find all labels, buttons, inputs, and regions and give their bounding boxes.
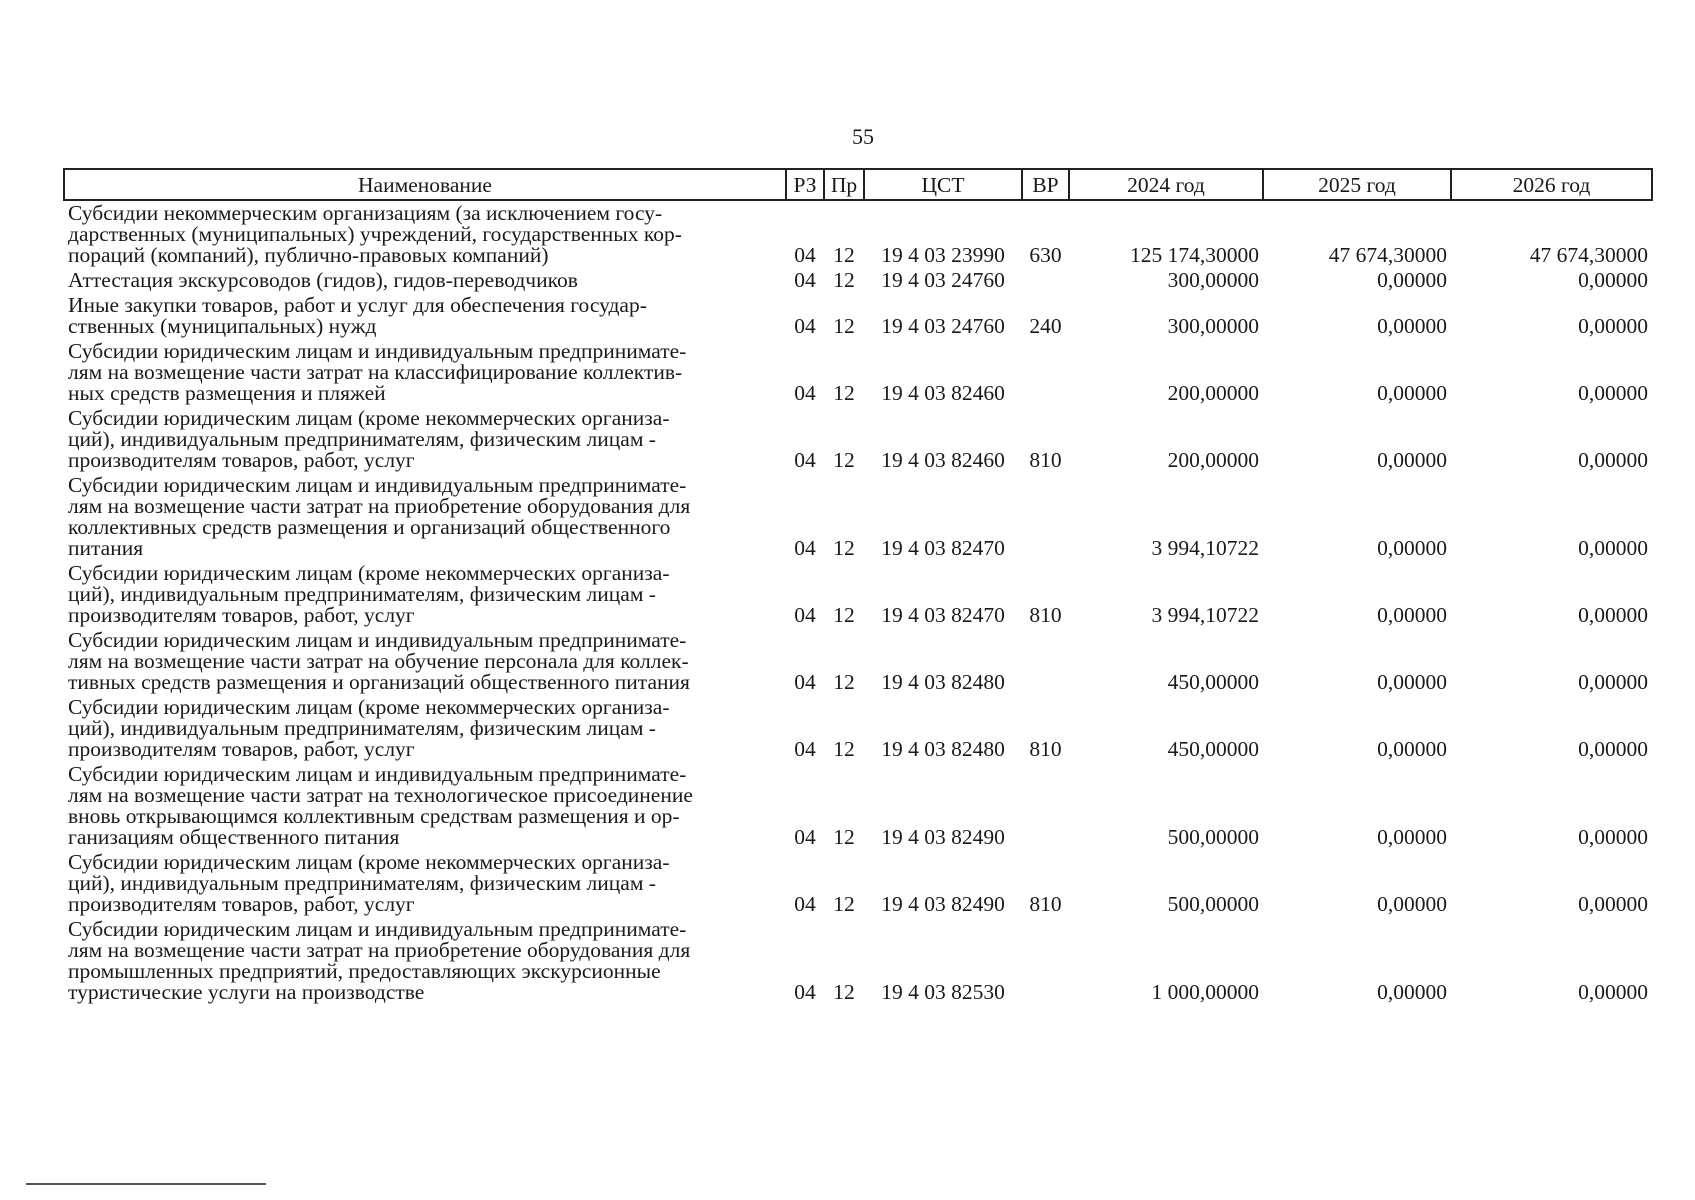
row-vr: 810 [1029,737,1062,761]
row-name: Иные закупки товаров, работ и услуг для обеспечения государ- ственных (муниципальных) нужд [68,293,647,338]
budget-table [63,168,1653,1005]
row-amount-2025: 0,00000 [1377,980,1447,1004]
row-vr: 810 [1029,892,1062,916]
row-amount-2026: 0,00000 [1578,381,1648,405]
row-vr [1022,628,1069,695]
row-vr [1022,473,1069,561]
row-amount-2024: 450,00000 [1167,737,1259,761]
row-pr: 12 [833,892,855,916]
row-pr: 12 [833,670,855,694]
row-pr: 12 [833,314,855,338]
row-amount-2024: 450,00000 [1167,670,1259,694]
row-name: Аттестация экскурсоводов (гидов), гидов-переводчиков [68,268,578,292]
row-cst: 19 4 03 82530 [881,980,1005,1004]
table-row [64,628,1652,695]
header-2026: 2026 год [1451,169,1652,200]
row-amount-2024: 1 000,00000 [1151,980,1259,1004]
row-amount-2025: 0,00000 [1377,381,1447,405]
row-vr [1022,339,1069,406]
row-amount-2026: 0,00000 [1578,825,1648,849]
row-amount-2026: 0,00000 [1578,670,1648,694]
row-vr: 240 [1029,314,1062,338]
row-amount-2024: 300,00000 [1167,314,1259,338]
row-amount-2025: 0,00000 [1377,603,1447,627]
row-pr: 12 [833,825,855,849]
row-vr [1022,762,1069,850]
row-cst: 19 4 03 82470 [881,536,1005,560]
header-rz: РЗ [786,169,824,200]
row-amount-2025: 47 674,30000 [1328,243,1447,267]
row-amount-2025: 0,00000 [1377,825,1447,849]
row-name: Субсидии юридическим лицам и индивидуальным предпринимате- лям на возмещение части затрат на технологическое присоединение вновь открывающимся коллективным средствам размещения и ор- ганизациям общественного питания [68,762,693,849]
row-amount-2024: 3 994,10722 [1151,536,1259,560]
row-amount-2024: 125 174,30000 [1130,243,1259,267]
row-amount-2026: 0,00000 [1578,268,1648,292]
row-name: Субсидии юридическим лицам (кроме некоммерческих организа- ций), индивидуальным предпринимателям, физическим лицам - производителям товаров, работ, услуг [68,850,670,916]
row-vr: 630 [1029,243,1062,267]
row-vr: 810 [1029,448,1062,472]
row-amount-2025: 0,00000 [1377,314,1447,338]
header-vr: ВР [1022,169,1069,200]
row-cst: 19 4 03 82470 [881,603,1005,627]
row-vr: 810 [1029,603,1062,627]
row-pr: 12 [833,448,855,472]
row-amount-2024: 300,00000 [1167,268,1259,292]
row-cst: 19 4 03 82490 [881,892,1005,916]
row-pr: 12 [833,536,855,560]
row-vr [1022,268,1069,293]
row-amount-2026: 47 674,30000 [1529,243,1648,267]
row-cst: 19 4 03 82460 [881,448,1005,472]
row-rz: 04 [794,381,816,405]
table-row [64,200,1652,268]
row-amount-2025: 0,00000 [1377,536,1447,560]
row-amount-2026: 0,00000 [1578,603,1648,627]
table-body [64,200,1652,1005]
row-cst: 19 4 03 82490 [881,825,1005,849]
row-amount-2026: 0,00000 [1578,892,1648,916]
header-name: Наименование [64,169,786,200]
row-cst: 19 4 03 82480 [881,670,1005,694]
row-amount-2026: 0,00000 [1578,737,1648,761]
row-pr: 12 [833,737,855,761]
row-amount-2025: 0,00000 [1377,892,1447,916]
table-row [64,850,1652,917]
row-cst: 19 4 03 82460 [881,381,1005,405]
table-row [64,339,1652,406]
row-name: Субсидии юридическим лицам (кроме некоммерческих организа- ций), индивидуальным предпринимателям, физическим лицам - производителям товаров, работ, услуг [68,406,670,472]
header-cst: ЦСТ [864,169,1022,200]
page-number: 55 [852,124,874,149]
header-row [64,169,1652,200]
row-name: Субсидии юридическим лицам и индивидуальным предпринимате- лям на возмещение части затрат на обучение персонала для коллек- тивных средств размещения и организаций общественного питания [68,628,690,694]
row-amount-2026: 0,00000 [1578,536,1648,560]
table-row [64,406,1652,473]
row-rz: 04 [794,536,816,560]
row-vr [1022,917,1069,1005]
table-row [64,917,1652,1005]
row-pr: 12 [833,243,855,267]
row-rz: 04 [794,892,816,916]
row-amount-2024: 500,00000 [1167,892,1259,916]
row-pr: 12 [833,268,855,292]
table-header [64,169,1652,200]
table-row [64,473,1652,561]
row-amount-2026: 0,00000 [1578,980,1648,1004]
row-rz: 04 [794,314,816,338]
row-amount-2024: 200,00000 [1167,381,1259,405]
table-row [64,268,1652,293]
row-rz: 04 [794,737,816,761]
row-name: Субсидии юридическим лицам и индивидуальным предпринимате- лям на возмещение части затрат на классифицирование коллектив- ных средств размещения и пляжей [68,339,687,405]
row-rz: 04 [794,603,816,627]
row-pr: 12 [833,603,855,627]
row-amount-2026: 0,00000 [1578,448,1648,472]
header-2025: 2025 год [1263,169,1451,200]
row-name: Субсидии юридическим лицам (кроме некоммерческих организа- ций), индивидуальным предпринимателям, физическим лицам - производителям товаров, работ, услуг [68,561,670,627]
table-row [64,695,1652,762]
row-amount-2025: 0,00000 [1377,670,1447,694]
table-row [64,762,1652,850]
row-name: Субсидии некоммерческим организациям (за исключением госу- дарственных (муниципальных) учреждений, государственных кор- пораций (компаний), публично-правовых компаний) [68,201,682,267]
row-amount-2024: 200,00000 [1167,448,1259,472]
row-amount-2024: 3 994,10722 [1151,603,1259,627]
row-amount-2025: 0,00000 [1377,448,1447,472]
table-row [64,293,1652,339]
footer-rule [26,1183,266,1185]
row-amount-2024: 500,00000 [1167,825,1259,849]
row-amount-2025: 0,00000 [1377,737,1447,761]
row-cst: 19 4 03 82480 [881,737,1005,761]
row-rz: 04 [794,670,816,694]
row-pr: 12 [833,980,855,1004]
row-rz: 04 [794,980,816,1004]
row-cst: 19 4 03 24760 [881,314,1005,338]
row-cst: 19 4 03 24760 [881,268,1005,292]
header-2024: 2024 год [1069,169,1263,200]
row-amount-2026: 0,00000 [1578,314,1648,338]
row-rz: 04 [794,268,816,292]
row-rz: 04 [794,243,816,267]
header-pr: Пр [824,169,864,200]
row-name: Субсидии юридическим лицам и индивидуальным предпринимате- лям на возмещение части затрат на приобретение оборудования для промышленных предприятий, предоставляющих экскурсионные туристические услуги на производстве [68,917,691,1004]
table-row [64,561,1652,628]
row-name: Субсидии юридическим лицам и индивидуальным предпринимате- лям на возмещение части затрат на приобретение оборудования для коллективных средств размещения и организаций общественного питания [68,473,691,560]
row-amount-2025: 0,00000 [1377,268,1447,292]
row-rz: 04 [794,448,816,472]
row-rz: 04 [794,825,816,849]
row-cst: 19 4 03 23990 [881,243,1005,267]
row-pr: 12 [833,381,855,405]
row-name: Субсидии юридическим лицам (кроме некоммерческих организа- ций), индивидуальным предпринимателям, физическим лицам - производителям товаров, работ, услуг [68,695,670,761]
